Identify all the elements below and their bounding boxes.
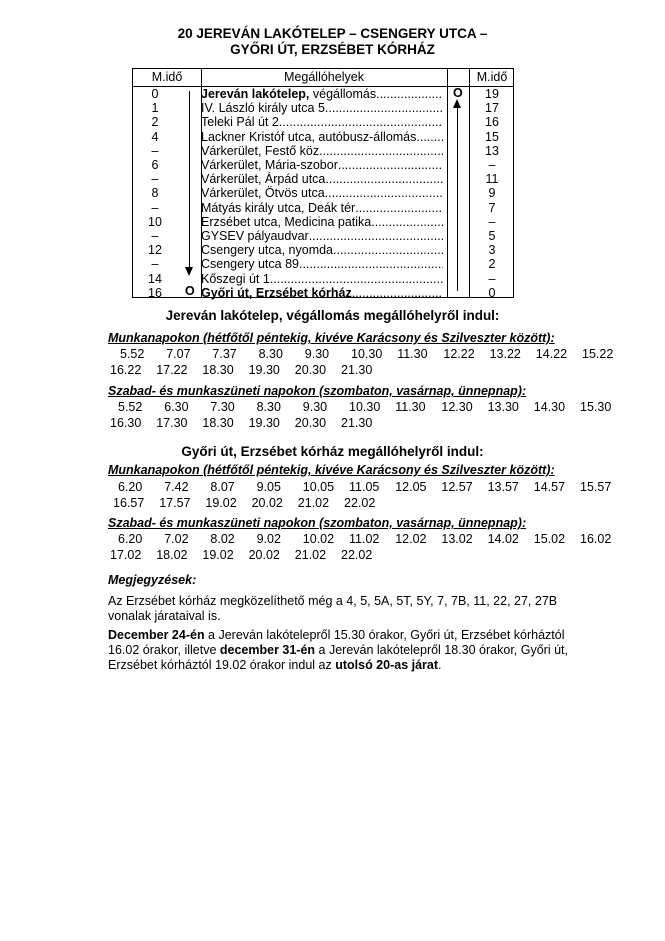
- leader-dots: [333, 243, 443, 257]
- stop-name: [201, 115, 443, 129]
- leader-dots: [376, 87, 443, 101]
- minutes-from-end: 5: [488, 229, 496, 243]
- leader-dots: [282, 115, 443, 129]
- departure-time: 7.42: [164, 480, 189, 494]
- leader-dots: [338, 158, 443, 172]
- minutes-from-end: 0: [488, 285, 496, 300]
- departure-time: 12.22: [443, 347, 475, 361]
- departure-time: 18.30: [202, 363, 234, 377]
- minutes-from-end: –: [488, 158, 496, 172]
- header-stops: Megállóhelyek: [284, 70, 364, 84]
- stop-name: [201, 130, 443, 144]
- departure-time: 6.20: [118, 532, 143, 546]
- stops-table: [132, 68, 514, 298]
- departure-time: 11.02: [349, 532, 380, 546]
- departure-time: 13.57: [487, 480, 519, 494]
- departure-time: 15.30: [580, 400, 612, 414]
- departure-time: 21.30: [341, 416, 373, 430]
- stop-name: [201, 215, 443, 229]
- notes-heading: Megjegyzések:: [108, 573, 197, 587]
- stop-name-text: Kőszegi út 1.: [201, 271, 274, 286]
- departure-time: 17.57: [159, 496, 191, 510]
- departure-time: 10.30: [351, 347, 383, 361]
- stop-name: [201, 87, 443, 101]
- departure-time: 18.02: [156, 548, 188, 562]
- departure-time: 16.57: [113, 496, 145, 510]
- down-direction-line: [189, 91, 190, 269]
- leader-dots: [355, 201, 443, 215]
- departure-time: 19.02: [202, 548, 234, 562]
- departure-time: 5.52: [120, 347, 145, 361]
- header-right-minutes: M.idő: [476, 70, 508, 84]
- departure-time: 17.02: [110, 548, 142, 562]
- table-row: [133, 172, 513, 186]
- stop-name: [201, 172, 443, 186]
- minutes-from-start: –: [151, 229, 159, 243]
- stop-name: [201, 201, 443, 215]
- departure-time: 9.05: [256, 480, 281, 494]
- notes-emphasis: utolsó 20-as járat: [335, 658, 439, 672]
- departure-time: 12.02: [395, 532, 427, 546]
- minutes-from-end: 3: [488, 243, 496, 258]
- departure-time: 9.02: [256, 532, 281, 546]
- up-direction-line: [457, 107, 458, 291]
- minutes-from-end: 9: [488, 186, 496, 201]
- stop-name-text: Lackner Kristóf utca, autóbusz-állomás: [201, 129, 417, 144]
- stop-name: [201, 229, 443, 243]
- terminal-marker-end: O: [185, 284, 195, 298]
- notes-emphasis: December 24-én: [108, 628, 205, 642]
- minutes-from-end: –: [488, 271, 496, 286]
- minutes-from-start: 6: [151, 158, 159, 172]
- minutes-from-start: 12: [148, 243, 162, 258]
- leader-dots: [319, 144, 443, 158]
- stop-name-text: Teleki Pál út 2.: [201, 115, 283, 130]
- departure-time: 16.22: [110, 363, 142, 377]
- stop-name-text: Várkerület, Ötvös utca: [201, 186, 325, 201]
- departure-time: 6.30: [164, 400, 189, 414]
- stop-name: [201, 243, 443, 257]
- departure-time: 11.30: [395, 400, 426, 414]
- stop-name-text: Mátyás király utca, Deák tér: [201, 200, 356, 215]
- stop-name-text: Várkerület, Árpád utca: [201, 172, 326, 187]
- terminal-marker-start: O: [453, 86, 463, 100]
- header-left-minutes: M.idő: [151, 70, 183, 84]
- departure-time: 14.02: [487, 532, 519, 546]
- departure-time: 21.30: [341, 363, 373, 377]
- minutes-from-start: 0: [151, 87, 159, 101]
- departure-time: 14.30: [533, 400, 566, 414]
- departure-time: 15.02: [533, 532, 566, 546]
- departure-time: 21.02: [294, 548, 327, 562]
- stop-name-text: Csengery utca, nyomda: [201, 243, 334, 258]
- stop-name-text: IV. László király utca 5.: [201, 101, 329, 116]
- minutes-from-start: –: [151, 200, 159, 215]
- leader-dots: [325, 172, 443, 186]
- minutes-from-end: –: [488, 214, 496, 229]
- timetable-title-line2: GYŐRI ÚT, ERZSÉBET KÓRHÁZ: [230, 42, 435, 57]
- table-row: [133, 186, 513, 200]
- departure-time: 7.30: [210, 400, 235, 414]
- table-row: [133, 130, 513, 144]
- table-row: [133, 215, 513, 229]
- departure-time: 12.30: [441, 400, 473, 414]
- departure-time: 17.30: [156, 416, 188, 430]
- departure-time: 7.07: [166, 347, 191, 361]
- departure-time: 13.02: [441, 532, 473, 546]
- section2-workday-label: Munkanapokon (hétfőtől péntekig, kivéve Karácsony és Szilveszter között):: [108, 463, 555, 477]
- section1-workday-label: Munkanapokon (hétfőtől péntekig, kivéve Karácsony és Szilveszter között):: [108, 331, 555, 345]
- table-row: [133, 144, 513, 158]
- stop-name: [201, 272, 443, 286]
- table-row: [133, 115, 513, 129]
- notes-text: a Jereván lakótelepről 15.30 órakor, Győri út, Erzsébet kórháztól 16.02 órakor, illetve: [108, 628, 565, 657]
- departure-time: 11.05: [349, 480, 380, 494]
- departure-time: 8.07: [210, 480, 235, 494]
- departure-time: 20.30: [294, 363, 327, 377]
- leader-dots: [371, 215, 443, 229]
- stop-name: [201, 257, 443, 271]
- minutes-from-end: 13: [485, 143, 499, 158]
- section1-holiday-label: Szabad- és munkaszüneti napokon (szombaton, vasárnap, ünnepnap):: [108, 384, 527, 398]
- minutes-from-start: –: [151, 172, 159, 187]
- minutes-from-start: 10: [148, 214, 162, 229]
- departure-time: 14.22: [535, 347, 568, 361]
- departure-time: 22.02: [344, 496, 376, 510]
- departure-time: 6.20: [118, 480, 143, 494]
- stop-name: [201, 144, 443, 158]
- table-row: [133, 201, 513, 215]
- section2-holiday-label: Szabad- és munkaszüneti napokon (szombaton, vasárnap, ünnepnap):: [108, 516, 527, 530]
- leader-dots: [309, 229, 443, 243]
- notes-paragraph-holidays: [108, 628, 578, 673]
- departure-time: 5.52: [118, 400, 143, 414]
- notes-text: a Jereván lakótelepről 18.30 órakor, Győri út, Erzsébet kórháztól 19.02 órakor indul az: [108, 643, 568, 672]
- departure-time: 8.30: [256, 400, 281, 414]
- table-row: [133, 243, 513, 257]
- arrow-up-icon: [453, 99, 461, 108]
- stop-name-text: Csengery utca 89.: [201, 257, 303, 272]
- timetable-title-line1: 20 JEREVÁN LAKÓTELEP – CSENGERY UTCA –: [177, 26, 488, 41]
- stop-name-bold: Győri út, Erzsébet kórház: [201, 285, 352, 300]
- departure-time: 15.57: [580, 480, 612, 494]
- leader-dots: [273, 272, 443, 286]
- departure-time: 8.02: [210, 532, 235, 546]
- departure-time: 16.02: [580, 532, 612, 546]
- departure-time: 15.22: [582, 347, 614, 361]
- minutes-from-start: 1: [151, 101, 159, 116]
- departure-time: 18.30: [202, 416, 234, 430]
- table-row: [133, 158, 513, 172]
- departure-time: 19.02: [205, 496, 237, 510]
- departure-time: 16.30: [110, 416, 142, 430]
- stop-name: [201, 286, 443, 300]
- departure-time: 7.37: [212, 347, 237, 361]
- stop-name-text: Várkerület, Festő köz: [201, 143, 320, 158]
- leader-dots: [352, 286, 443, 300]
- minutes-from-end: 15: [485, 129, 499, 144]
- departure-time: 22.02: [341, 548, 373, 562]
- leader-dots: [325, 186, 443, 200]
- stop-name-text: Várkerület, Mária-szobor: [201, 158, 338, 172]
- departure-time: 20.30: [294, 416, 327, 430]
- departure-time: 21.02: [297, 496, 330, 510]
- minutes-from-end: 2: [488, 257, 496, 272]
- minutes-from-end: 7: [488, 200, 496, 215]
- minutes-from-start: 2: [151, 115, 159, 130]
- table-header: [133, 69, 513, 87]
- departure-time: 20.02: [248, 548, 280, 562]
- section1-heading: Jereván lakótelep, végállomás megállóhelyről indul:: [165, 308, 500, 323]
- departure-time: 20.02: [251, 496, 283, 510]
- departure-time: 19.30: [248, 416, 280, 430]
- departure-time: 13.22: [489, 347, 521, 361]
- departure-time: 13.30: [487, 400, 519, 414]
- minutes-from-start: 4: [151, 129, 159, 144]
- departure-time: 19.30: [248, 363, 280, 377]
- departure-time: 14.57: [533, 480, 566, 494]
- departure-time: 10.30: [349, 400, 381, 414]
- departure-time: 7.02: [164, 532, 189, 546]
- departure-time: 9.30: [304, 347, 330, 361]
- stop-name-bold: Jereván lakótelep,: [201, 87, 310, 101]
- departure-time: 12.57: [441, 480, 473, 494]
- stop-name-text: GYSEV pályaudvar: [201, 229, 309, 243]
- table-row: [133, 229, 513, 243]
- minutes-from-start: –: [151, 257, 159, 272]
- arrow-down-icon: [185, 267, 193, 276]
- stop-name-text: Erzsébet utca, Medicina patika: [201, 214, 372, 229]
- minutes-from-end: 16: [485, 115, 499, 130]
- departure-time: 9.30: [302, 400, 328, 414]
- notes-text: .: [438, 658, 442, 672]
- minutes-from-start: 16: [148, 285, 162, 300]
- minutes-from-end: 19: [485, 87, 499, 101]
- leader-dots: [416, 130, 443, 144]
- departure-time: 10.02: [302, 532, 335, 546]
- departure-time: 8.30: [258, 347, 283, 361]
- stop-name: [201, 158, 443, 172]
- minutes-from-start: 8: [151, 186, 159, 201]
- notes-emphasis: december 31-én: [219, 643, 316, 657]
- departure-time: 12.05: [395, 480, 427, 494]
- minutes-from-end: 17: [485, 101, 499, 116]
- section2-heading: Győri út, Erzsébet kórház megállóhelyről indul:: [181, 444, 484, 459]
- minutes-from-end: 11: [485, 172, 499, 187]
- minutes-from-start: 14: [148, 271, 162, 286]
- leader-dots: [328, 101, 443, 115]
- leader-dots: [302, 257, 443, 271]
- minutes-from-start: –: [151, 143, 159, 158]
- notes-paragraph-lines: Az Erzsébet kórház megközelíthető még a 4, 5, 5A, 5T, 5Y, 7, 7B, 11, 22, 27, 27B vonalak járataival is.: [108, 594, 558, 623]
- departure-time: 11.30: [397, 347, 428, 361]
- departure-time: 10.05: [302, 480, 335, 494]
- stop-name: [201, 186, 443, 200]
- stop-name-text: végállomás: [309, 87, 377, 101]
- departure-time: 17.22: [156, 363, 188, 377]
- stop-name: [201, 101, 443, 115]
